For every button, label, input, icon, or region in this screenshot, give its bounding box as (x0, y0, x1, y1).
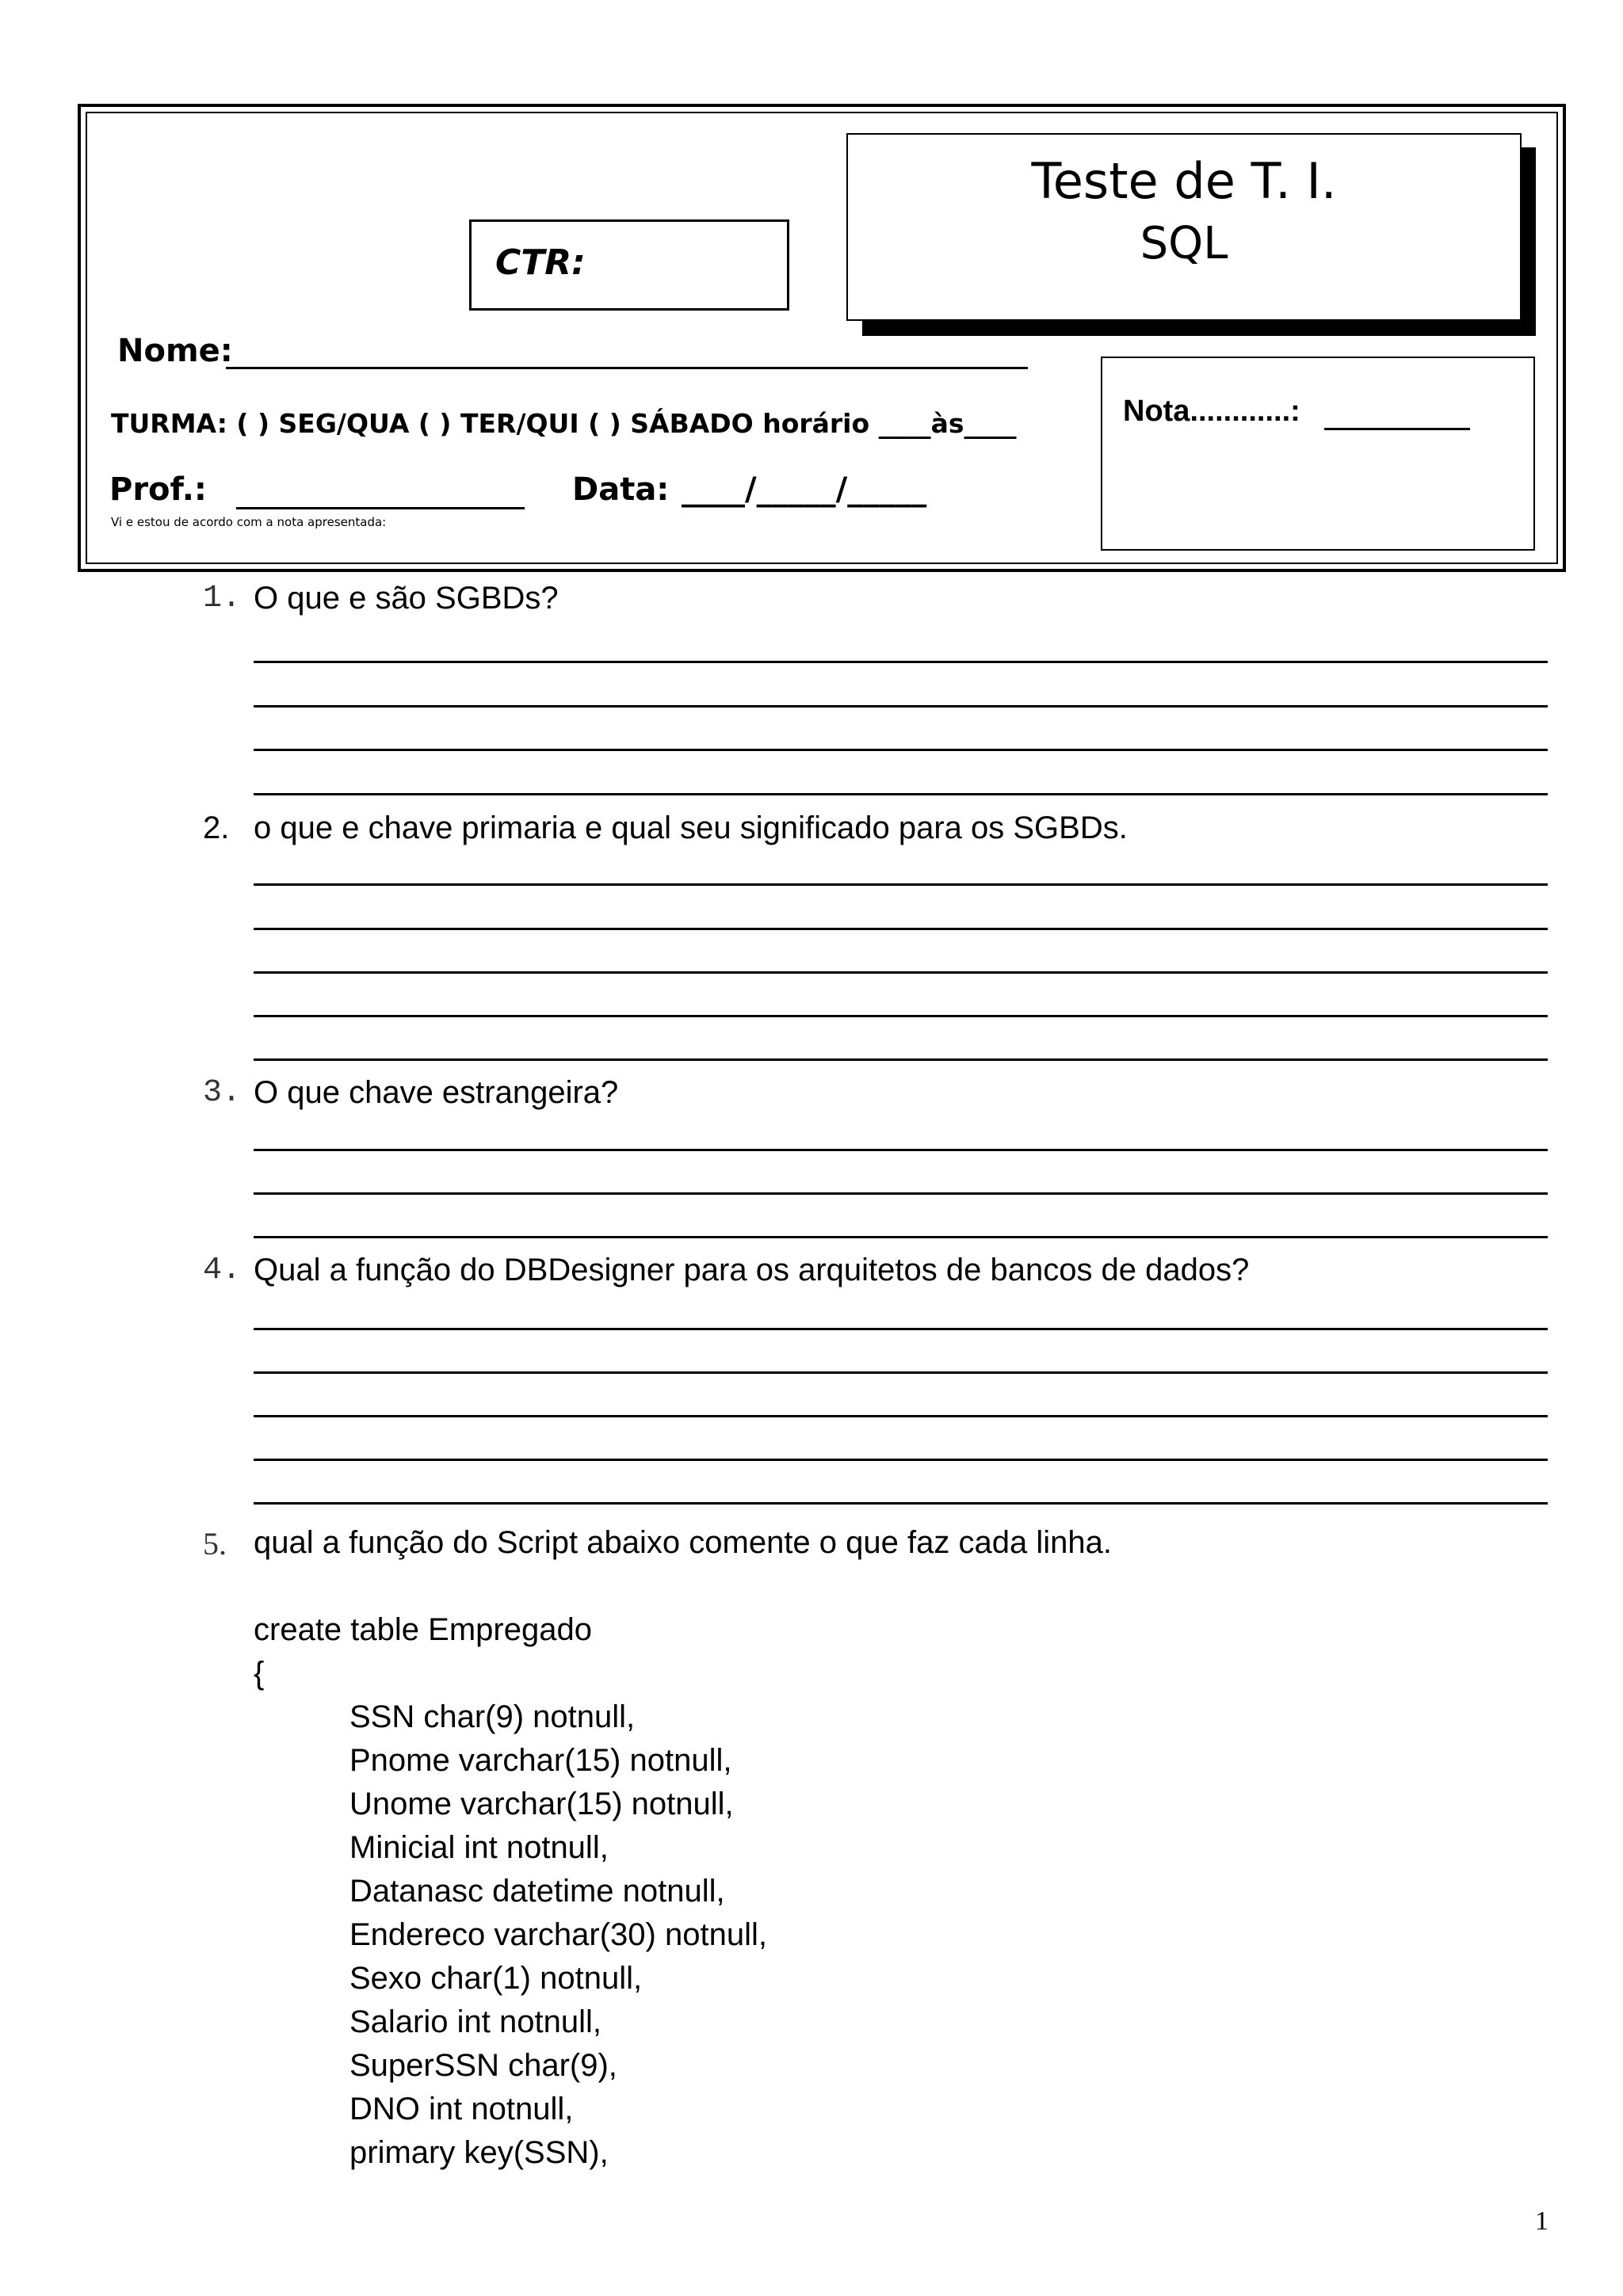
nota-label: Nota............: (1123, 395, 1300, 428)
prof-field[interactable] (236, 507, 525, 509)
answer-line[interactable] (254, 1058, 1548, 1061)
acknowledgement-text: Vi e estou de acordo com a nota apresentada: (111, 515, 387, 529)
script-field-line: Datanasc datetime notnull, (349, 1874, 725, 1909)
script-field-line: Unome varchar(15) notnull, (349, 1787, 734, 1821)
question-text: o que e chave primaria e qual seu significado para os SGBDs. (254, 810, 1128, 845)
answer-line[interactable] (254, 971, 1548, 974)
question-number: 1. (203, 581, 242, 616)
test-title: Teste de T. I. (1031, 152, 1337, 210)
answer-line[interactable] (254, 661, 1548, 663)
script-field-line: DNO int notnull, (349, 2092, 574, 2126)
question-number: 2. (203, 810, 230, 845)
question-text: qual a função do Script abaixo comente o que faz cada linha. (254, 1525, 1112, 1560)
answer-line[interactable] (254, 928, 1548, 930)
nome-label: Nome: (117, 333, 233, 369)
answer-line[interactable] (254, 1371, 1548, 1374)
answer-line[interactable] (254, 1192, 1548, 1195)
script-field-line: SSN char(9) notnull, (349, 1699, 636, 1734)
script-line: create table Empregado (254, 1612, 592, 1647)
answer-line[interactable] (254, 883, 1548, 886)
turma-options: TURMA: ( ) SEG/QUA ( ) TER/QUI ( ) SÁBADO horário ____às____ (111, 408, 1017, 439)
script-field-line: Endereco varchar(30) notnull, (349, 1917, 767, 1952)
ctr-box[interactable] (469, 219, 789, 311)
question-number: 4. (203, 1253, 242, 1288)
answer-line[interactable] (254, 1328, 1548, 1330)
answer-line[interactable] (254, 1015, 1548, 1017)
script-field-line: SuperSSN char(9), (349, 2048, 617, 2083)
script-line: { (254, 1656, 265, 1691)
answer-line[interactable] (254, 1236, 1548, 1238)
script-field-line: Pnome varchar(15) notnull, (349, 1743, 732, 1778)
script-field-line: Minicial int notnull, (349, 1830, 609, 1865)
nota-field[interactable] (1324, 428, 1470, 430)
answer-line[interactable] (254, 705, 1548, 707)
data-label: Data: (572, 471, 670, 508)
prof-label: Prof.: (109, 471, 207, 508)
page-number: 1 (1535, 2206, 1549, 2236)
test-subject: SQL (1140, 218, 1228, 269)
answer-line[interactable] (254, 1415, 1548, 1417)
data-field[interactable]: ____/_____/_____ (682, 471, 927, 508)
question-text: O que chave estrangeira? (254, 1075, 619, 1110)
question-number: 5. (203, 1526, 227, 1562)
answer-line[interactable] (254, 749, 1548, 751)
question-text: O que e são SGBDs? (254, 581, 559, 616)
script-field-line: primary key(SSN), (349, 2135, 609, 2170)
nome-field[interactable] (226, 367, 1028, 369)
script-field-line: Salario int notnull, (349, 2004, 601, 2039)
script-field-line: Sexo char(1) notnull, (349, 1961, 643, 1996)
answer-line[interactable] (254, 1149, 1548, 1151)
question-text: Qual a função do DBDesigner para os arquitetos de bancos de dados? (254, 1253, 1250, 1287)
answer-line[interactable] (254, 1502, 1548, 1505)
nota-box (1101, 357, 1535, 551)
question-number: 3. (203, 1075, 242, 1111)
ctr-label: CTR: (495, 242, 586, 283)
answer-line[interactable] (254, 793, 1548, 795)
answer-line[interactable] (254, 1459, 1548, 1461)
title-box (846, 133, 1522, 321)
